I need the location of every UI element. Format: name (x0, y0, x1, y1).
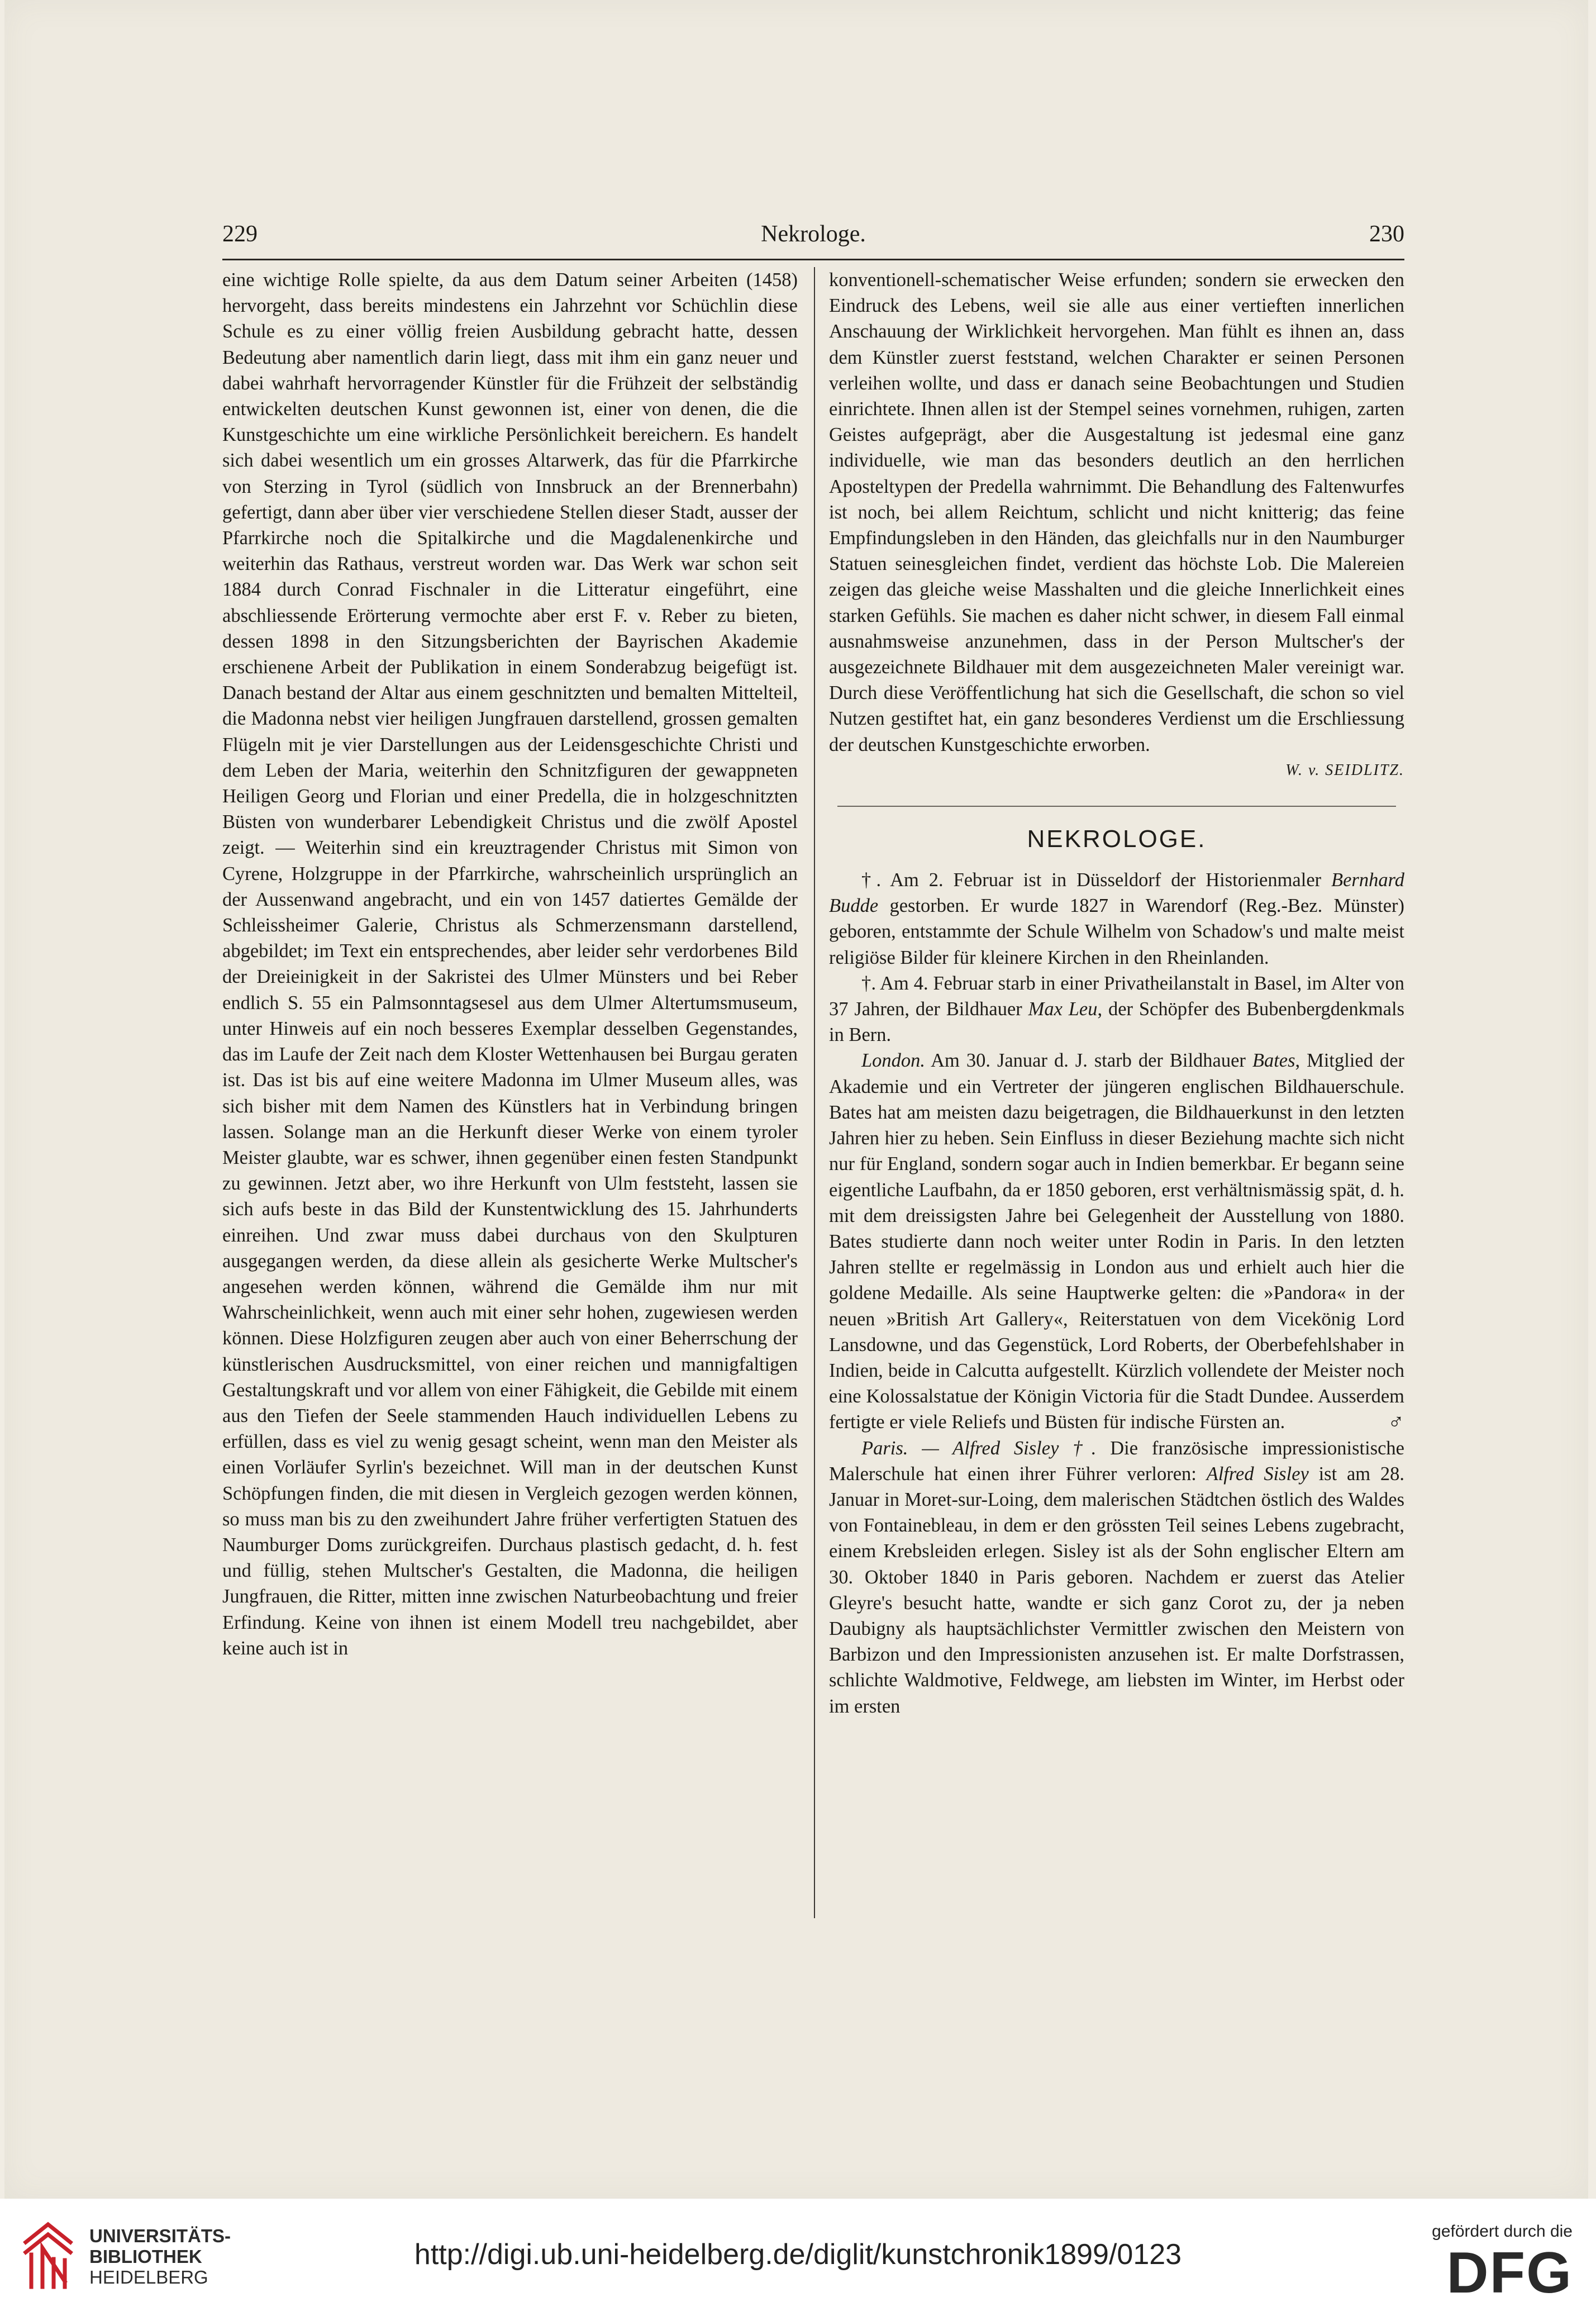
library-name: UNIVERSITÄTS- BIBLIOTHEK HEIDELBERG (89, 2225, 231, 2288)
left-column (222, 267, 798, 1661)
place-paris: Paris. — Alfred Sisley †. (861, 1437, 1097, 1459)
place-london: London. (861, 1050, 926, 1072)
page-number-left: 229 (222, 221, 258, 247)
column-divider (814, 267, 815, 1918)
obituary-budde: †. Am 2. Februar ist in Düsseldorf der Historienmaler Bernhard Budde gestorben. Er wurde 1827 in Warendorf (Reg.-Bez. Münster) geboren, entstammte der Schule Wilhelm von Schadow's und malte meist religiöse Bilder für kleinere Kirchen in den Rheinlanden. (829, 869, 1404, 968)
dfg-logo-icon[interactable] (1422, 2247, 1573, 2297)
correspondent-mark: ♂ (1388, 1409, 1404, 1435)
review-continuation: konventionell-schematischer Weise erfunden; sondern sie erwecken den Eindruck des Lebens, weil sie alle aus einer vertieften innerlichen Anschauung der Wirklichkeit hervorgehen. Man fühlt es ihnen an, dass dem Künstler zuerst feststand, welchen Charakter er seinen Personen verleihen wollte, und dass er danach seine Beobachtungen und Studien einrichtete. Ihnen allen ist der Stempel seines vornehmen, ruhigen, zarten Geistes aufgeprägt, aber die Ausgestaltung ist jedesmal eine ganz individuelle, wie man das besonders deutlich an den herrlichen Aposteltypen der Predella wahrnimmt. Die Behandlung des Faltenwurfes ist noch, bei allem Reichtum, schlicht und nicht knitterig; das feine Empfindungsleben in den Händen, das gleichfalls nur in den Naumburger Statuen seinesgleichen findet, verdient das höchste Lob. Die Malereien zeigen das gleiche weise Masshalten und die gleiche Innerlichkeit eines starken Gefühls. Sie machen es daher nicht schwer, in diesem Fall einmal ausnahmsweise anzunehmen, dass in der Person Multscher's der ausgezeichnete Bildhauer mit dem ausgezeichneten Maler vereinigt war. Durch diese Veröffentlichung hat sich die Gesellschaft, die schon so viel Nutzen gestiftet hat, ein ganz besonderes Verdienst um die Erschliessung der deutschen Kunstgeschichte erworben. (829, 269, 1404, 755)
page-number-right: 230 (1369, 221, 1404, 247)
left-column-text: eine wichtige Rolle spielte, da aus dem Datum seiner Arbeiten (1458) hervorgeht, dass bereits mindestens ein Jahrzehnt vor Schüchlin diese Schule es zu einer völlig freien Ausbildung gebracht hatte, dessen Bedeutung aber namentlich darin liegt, dass mit ihm ein ganz neuer und dabei wahrhaft hervorragender Künstler für die Frühzeit der selbständig entwickelten deutschen Kunst gewonnen ist, einer von denen, die die Kunstgeschichte um eine wirkliche Persönlichkeit bereichern. Es handelt sich dabei wesentlich um ein grosses Altarwerk, das für die Pfarrkirche von Sterzing in Tyrol (südlich von Innsbruck an der Brennerbahn) gefertigt, dann aber über vier verschiedene Stellen dieser Stadt, ausser der Pfarrkirche noch die Spitalkirche und die Magdalenenkirche und weiterhin das Rathaus, verstreut worden war. Das Werk war schon seit 1884 durch Conrad Fischnaler in die Litteratur eingeführt, eine abschliessende Erörterung vermochte aber erst F. v. Reber zu bieten, dessen 1898 in den Sitzungsberichten der Bayrischen Akademie erschienene Arbeit der Publikation in einem Sonderabzug beigefügt ist. Danach bestand der Altar aus einem geschnitzten und bemalten Mittelteil, die Madonna nebst vier heiligen Jungfrauen darstellend, grossen gemalten Flügeln mit je vier Darstellungen aus der Leidensgeschichte Christi und dem Leben der Maria, weiterhin den Schnitzfiguren der gewappneten Heiligen Georg und Florian und einer Predella, die in holzgeschnitzten Büsten von wunderbarer Lebendigkeit Christus und die zwölf Apostel zeigt. — Weiterhin sind ein kreuztragender Christus mit Simon von Cyrene, Holzgruppe in der Pfarrkirche, wahrscheinlich ursprünglich an der Aussenwand angebracht, und ein von 1457 datiertes Gemälde der Schleissheimer Galerie, Christus als Schmerzensmann darstellend, abgebildet; im Text ein entsprechendes, aber leider sehr verdorbenes Bild der Dreieinigkeit in der Sakristei des Ulmer Münsters und bei Reber endlich S. 55 ein Palmsonntagsesel aus dem Ulmer Altertumsmuseum, unter Hinweis auf ein noch besseres Exemplar desselben Gegenstandes, das im Laufe der Zeit nach dem Kloster Wettenhausen bei Burgau geraten ist. Das ist bis auf eine weitere Madonna im Ulmer Museum alles, was sich bisher mit dem Namen des Künstlers hat in Verbindung bringen lassen. Solange man an die Herkunft dieser Werke von einem tyroler Meister glaubte, war es schwer, ihnen gegenüber einen festen Standpunkt zu gewinnen. Jetzt aber, wo ihre Herkunft von Ulm feststeht, lassen sie sich aufs beste in das Bild der Kunstentwicklung des 15. Jahrhunderts einreihen. Und zwar muss dabei durchaus von den Skulpturen ausgegangen werden, da diese allein als gesicherte Werke Multscher's angesehen werden können, während die Gemälde ihm nur mit Wahrscheinlichkeit, wenn auch mit einer sehr hohen, zugewiesen werden können. Diese Holzfiguren zeugen aber auch von einer Beherrschung der künstlerischen Ausdrucksmittel, von einer reichen und mannigfaltigen Gestaltungskraft und vor allem von einer Fähigkeit, die Gebilde mit einem aus den Tiefen der Seele stammenden Hauch individuellen Lebens zu erfüllen, dass es viel zu wenig gesagt scheint, wenn man den Meister als einen Vorläufer Syrlin's bezeichnet. Will man in der deutschen Kunst Schöpfungen finden, die mit diesen in Vergleich gezogen werden können, so muss man bis zu den zweihundert Jahre früher verfertigten Statuen des Naumburger Doms zurückgreifen. Durchaus plastisch gedacht, d. h. fest und füllig, stehen Multscher's Gestalten, die Madonna, die heiligen Jungfrauen, die Ritter, mitten inne zwischen Naturbeobachtung und freier Erfindung. Keine von ihnen ist einem Modell treu nachgebildet, aber keine auch ist in (222, 269, 798, 1659)
name-sisley: Alfred Sisley (1206, 1463, 1309, 1485)
running-title: Nekrologe. (761, 221, 866, 247)
header-rule (222, 259, 1404, 260)
permalink-url[interactable]: http://digi.ub.uni-heidelberg.de/diglit/kunstchronik1899/0123 (414, 2238, 1182, 2271)
obituary-bates: London. Am 30. Januar d. J. starb der Bildhauer Bates, Mitglied der Akademie und ein Vertreter der jüngeren englischen Bildhauerschule. Bates hat am meisten dazu beigetragen, die Bildhauerkunst in den letzten Jahren hier zu heben. Sein Einfluss in dieser Beziehung machte sich nicht nur für England, sondern sogar auch in Indien bemerkbar. Er begann seine eigentliche Laufbahn, da er 1850 geboren, erst verhältnismässig spät, d. h. mit dem dreissigsten Jahre bei Gelegenheit der Ausstellung von 1880. Bates studierte dann noch weiter unter Rodin in Paris. In den letzten Jahren stellte er regelmässig in London aus und erhielt auch hier die goldene Medaille. Als seine Hauptwerke gelten: die »Pandora« in der neuen »British Art Gallery«, Reiterstatuen von dem Vicekönig Lord Lansdowne, und das Gegenstück, Lord Roberts, der Oberbefehlshaber in Indien, beide in Calcutta aufgestellt. Kürzlich vollendete der Meister noch eine Kolossalstatue der Königin Victoria für die Stadt Dundee. Ausserdem fertigte er viele Reliefs und Büsten für indische Fürsten an. ♂ (829, 1050, 1404, 1435)
right-column (829, 267, 1404, 1719)
obituary-sisley: Paris. — Alfred Sisley †. Die französische impressionistische Malerschule hat einen ihrer Führer verloren: Alfred Sisley ist am 28. Januar in Moret-sur-Loing, dem malerischen Städtchen östlich des Waldes von Fontainebleau, in dem er den grössten Teil seines Lebens zugebracht, einem Krebsleiden erlegen. Sisley ist als der Sohn englischer Eltern am 30. Oktober 1840 in Paris geboren. Nachdem er zuerst das Atelier Gleyre's besucht hatte, wandte er sich ganz Corot zu, der ja neben Daubigny als hauptsächlichster Vermittler zwischen den Meistern von Barbizon und den Impressionisten anzusehen ist. Er malte Dorfstrassen, schlichte Waldmotive, Feldwege, am liebsten im Winter, im Herbst oder im ersten (829, 1437, 1405, 1717)
dfg-logo-text: DFG (1446, 2247, 1573, 2297)
running-header (222, 221, 1404, 260)
review-signature: W. v. SEIDLITZ. (1285, 761, 1404, 779)
funded-by-label: gefördert durch die (1432, 2222, 1573, 2241)
section-rule (837, 806, 1396, 807)
section-title: NEKROLOGE. (1027, 825, 1207, 853)
name-bates: Bates (1252, 1050, 1295, 1072)
obituary-leu: †. Am 4. Februar starb in einer Privatheilanstalt in Basel, im Alter von 37 Jahren, der Bildhauer Max Leu, der Schöpfer des Bubenbergdenkmals in Bern. (829, 972, 1404, 1046)
name-budde: Bernhard Budde (829, 869, 1404, 917)
digitization-footer (0, 2199, 1596, 2316)
name-leu: Max Leu (1028, 998, 1098, 1020)
